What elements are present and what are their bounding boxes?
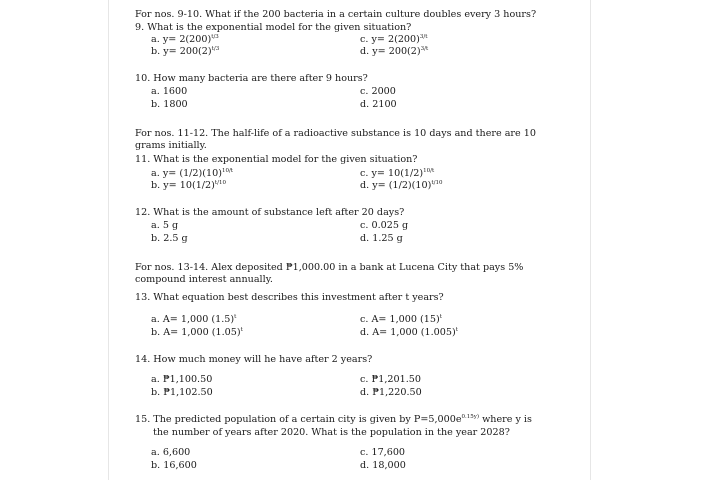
q13-option-b: b. A= 1,000 $(1.05)^t$ — [151, 327, 243, 338]
right-page-edge — [590, 0, 591, 480]
q14-option-d: d. ₱1,220.50 — [360, 387, 422, 398]
left-page-edge — [108, 0, 109, 480]
q14-option-c: c. ₱1,201.50 — [360, 374, 421, 385]
intro-11-12: For nos. 11-12. The half-life of a radioactive substance is 10 days and there are 10 grams initially. — [135, 128, 536, 151]
q12-option-d: d. 1.25 g — [360, 233, 403, 244]
q13-option-c: c. A= 1,000 $(15)^t$ — [360, 314, 442, 325]
q12-option-b: b. 2.5 g — [151, 233, 188, 244]
q12-stem: 12. What is the amount of substance left after 20 days? — [135, 207, 405, 218]
q9-option-b: b. $y= 200(2)^{t/3}$ — [151, 46, 220, 57]
q13-option-d: d. A= 1,000 $(1.005)^t$ — [360, 327, 458, 338]
q15-stem-line1: 15. The predicted population of a certain city is given by $P=5,000e^{0.15y)}$ where y is — [135, 414, 532, 425]
q9-stem: 9. What is the exponential model for the given situation? — [135, 22, 412, 33]
q15-option-a: a. 6,600 — [151, 447, 191, 458]
q9-option-c: c. $y= 2(200)^{3/t}$ — [360, 34, 428, 45]
q14-option-a: a. ₱1,100.50 — [151, 374, 213, 385]
q9-option-a: a. $y= 2(200)^{t/3}$ — [151, 34, 219, 45]
q15-option-b: b. 16,600 — [151, 460, 197, 471]
q10-option-b: b. 1800 — [151, 99, 188, 110]
q10-option-a: a. 1600 — [151, 86, 188, 97]
q10-option-c: c. 2000 — [360, 86, 396, 97]
q11-option-b: b. $y= 10(1/2)^{t/10}$ — [151, 180, 226, 191]
q11-option-a: a. $y= (1/2)(10)^{10/t}$ — [151, 168, 234, 179]
q12-option-a: a. 5 g — [151, 220, 179, 231]
q11-stem: 11. What is the exponential model for the given situation? — [135, 154, 418, 165]
q15-stem-line2: the number of years after 2020. What is the population in the year 2028? — [153, 427, 510, 438]
q14-option-b: b. ₱1,102.50 — [151, 387, 213, 398]
intro-13-14: For nos. 13-14. Alex deposited ₱1,000.00 in a bank at Lucena City that pays 5% compound interest annually. — [135, 262, 524, 285]
q15-option-c: c. 17,600 — [360, 447, 406, 458]
q10-stem: 10. How many bacteria are there after 9 hours? — [135, 73, 368, 84]
q12-option-c: c. 0.025 g — [360, 220, 409, 231]
q13-option-a: a. A= 1,000 $(1.5)^t$ — [151, 314, 237, 325]
q13-stem: 13. What equation best describes this investment after t years? — [135, 292, 444, 303]
q15-option-d: d. 18,000 — [360, 460, 406, 471]
q11-option-d: d. $y= (1/2)(10)^{t/10}$ — [360, 180, 443, 191]
q10-option-d: d. 2100 — [360, 99, 397, 110]
q14-stem: 14. How much money will he have after 2 years? — [135, 354, 373, 365]
intro-9-10: For nos. 9-10. What if the 200 bacteria in a certain culture doubles every 3 hours? — [135, 9, 537, 20]
q11-option-c: c. $y= 10(1/2)^{10/t}$ — [360, 168, 435, 179]
q9-option-d: d. $y= 200(2)^{3/t}$ — [360, 46, 429, 57]
